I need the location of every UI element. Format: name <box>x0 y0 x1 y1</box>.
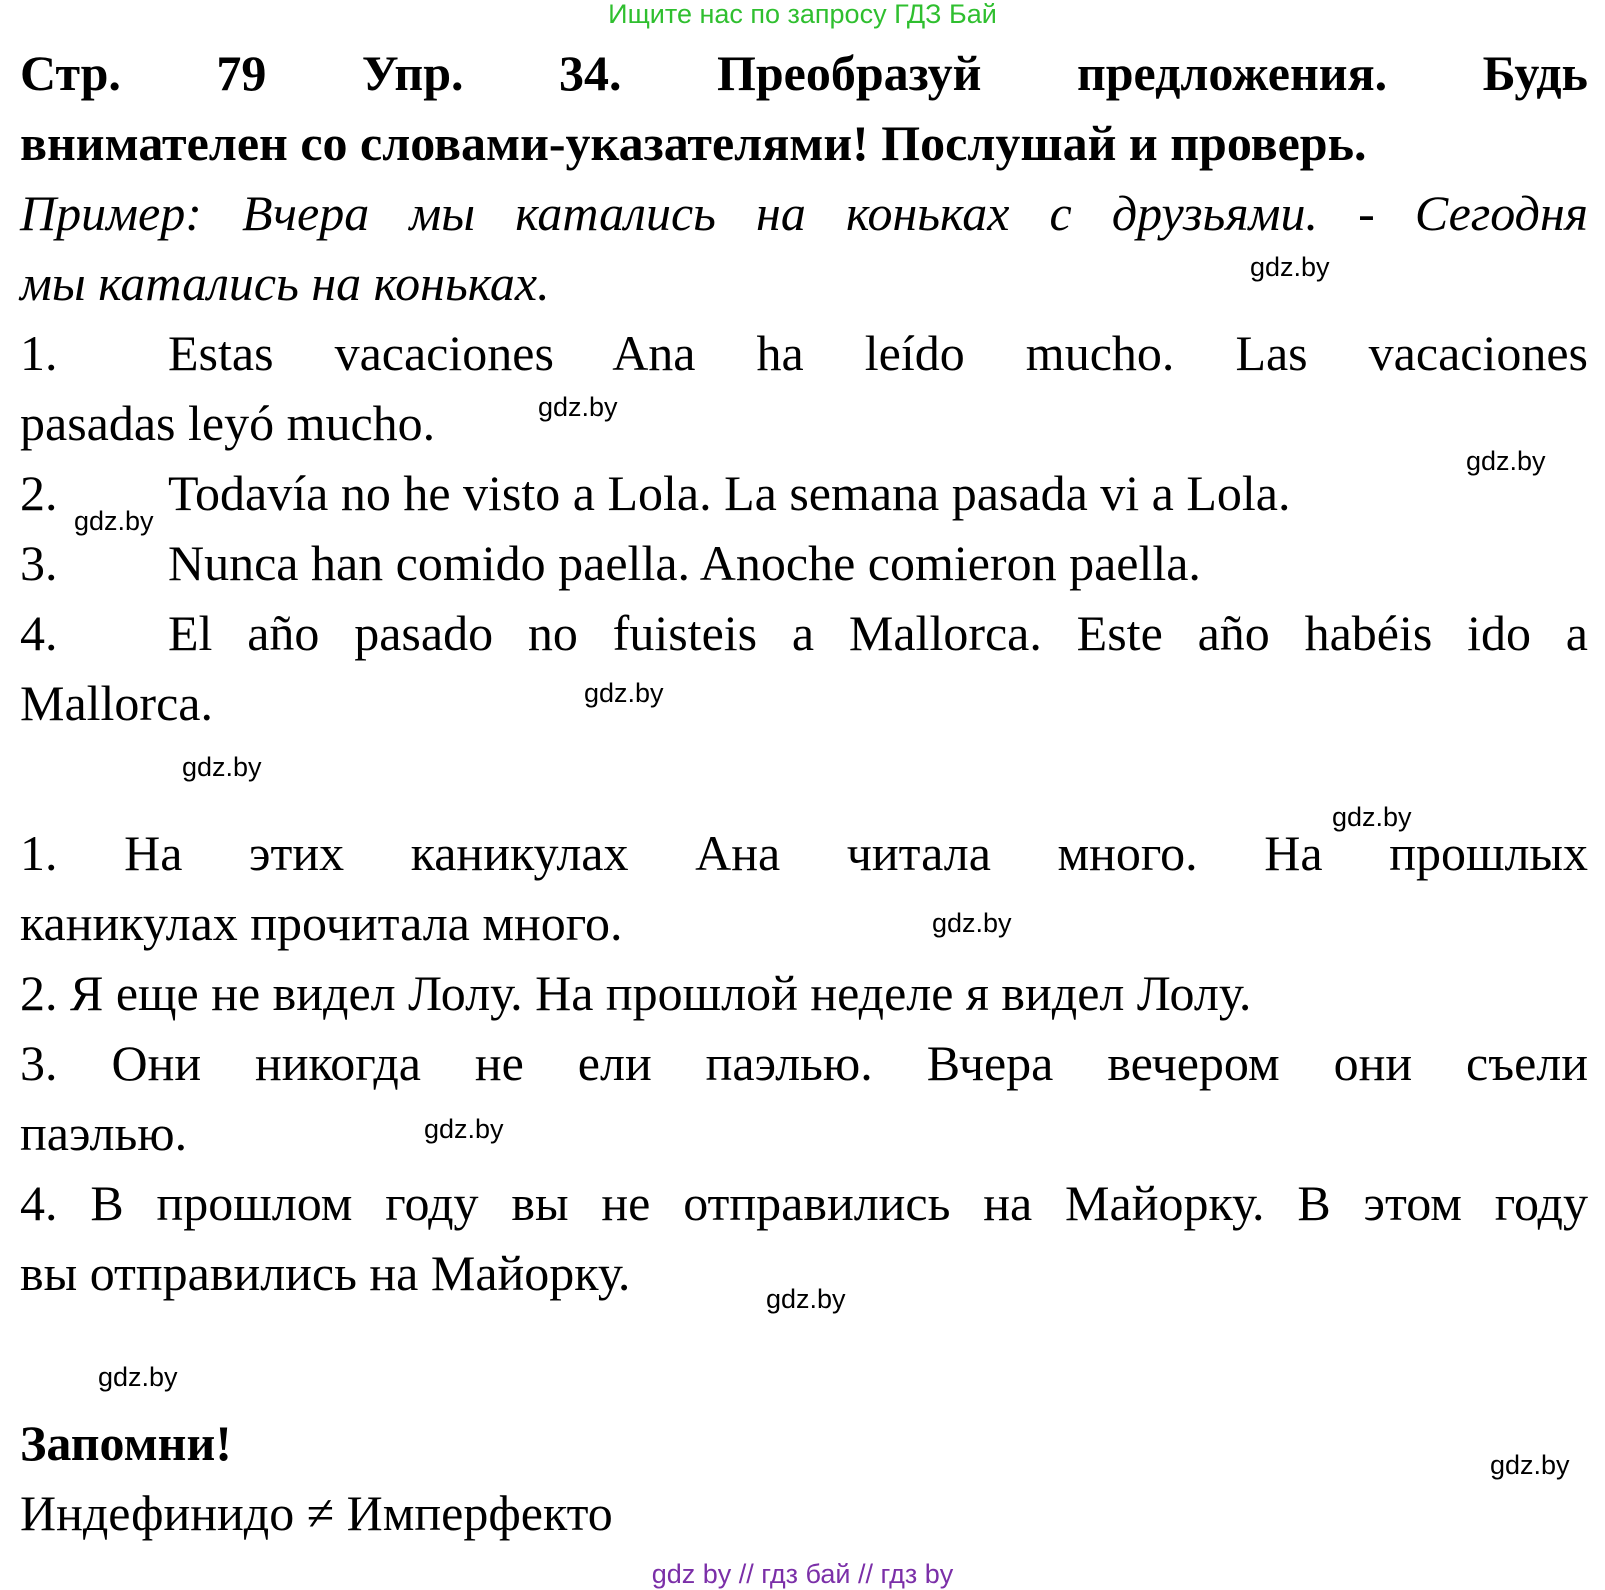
item-number: 3. <box>20 535 58 591</box>
document-body <box>20 38 1588 1548</box>
spanish-item-4 <box>20 598 1588 668</box>
item-number: 2. <box>20 465 58 521</box>
item-text: Estas vacaciones Ana ha leído mucho. Las vacaciones <box>168 325 1588 381</box>
footer-banner: gdz by // гдз бай // гдз by <box>651 1559 954 1589</box>
item-number: 4. <box>20 605 58 661</box>
watermark: gdz.by <box>182 752 262 782</box>
russian-item-1: 1. На этих каникулах Ана читала много. На прошлых <box>20 825 1588 881</box>
item-text: Nunca han comido paella. Anoche comieron paella. <box>168 535 1201 591</box>
watermark: gdz.by <box>584 678 664 708</box>
watermark: gdz.by <box>1250 252 1330 282</box>
spanish-item-1-cont: pasadas leyó mucho. <box>20 395 436 451</box>
watermark: gdz.by <box>538 392 618 422</box>
russian-item-3-cont: паэлью. <box>20 1105 188 1161</box>
russian-item-2: 2. Я еще не видел Лолу. На прошлой неделе я видел Лолу. <box>20 965 1252 1021</box>
spanish-item-3 <box>20 528 1588 598</box>
remember-title: Запомни! <box>20 1415 232 1471</box>
watermark: gdz.by <box>1490 1450 1570 1480</box>
watermark: gdz.by <box>1332 802 1412 832</box>
item-number: 1. <box>20 325 58 381</box>
item-text: Todavía no he visto a Lola. La semana pasada vi a Lola. <box>168 465 1291 521</box>
spanish-item-4-cont: Mallorca. <box>20 675 213 731</box>
russian-item-4: 4. В прошлом году вы не отправились на Майорку. В этом году <box>20 1175 1588 1231</box>
russian-item-1-cont: каникулах прочитала много. <box>20 895 623 951</box>
spanish-item-1 <box>20 318 1588 388</box>
spanish-item-2 <box>20 458 1588 528</box>
watermark: gdz.by <box>424 1114 504 1144</box>
watermark: gdz.by <box>932 908 1012 938</box>
example-line-2: мы катались на коньках. <box>20 255 550 311</box>
example-line-1: Пример: Вчера мы катались на коньках с друзьями. - Сегодня <box>20 185 1588 241</box>
item-text: El año pasado no fuisteis a Mallorca. Este año habéis ido a <box>168 605 1588 661</box>
watermark: gdz.by <box>98 1362 178 1392</box>
task-title-line-1: Стр. 79 Упр. 34. Преобразуй предложения. Будь <box>20 45 1588 101</box>
remember-text: Индефинидо ≠ Имперфекто <box>20 1485 613 1541</box>
task-title-line-2: внимателен со словами-указателями! Послушай и проверь. <box>20 115 1367 171</box>
russian-item-3: 3. Они никогда не ели паэлью. Вчера вечером они съели <box>20 1035 1588 1091</box>
watermark: gdz.by <box>1466 446 1546 476</box>
watermark: gdz.by <box>766 1284 846 1314</box>
top-banner: Ищите нас по запросу ГДЗ Бай <box>608 0 997 29</box>
russian-item-4-cont: вы отправились на Майорку. <box>20 1245 631 1301</box>
watermark: gdz.by <box>74 506 154 536</box>
